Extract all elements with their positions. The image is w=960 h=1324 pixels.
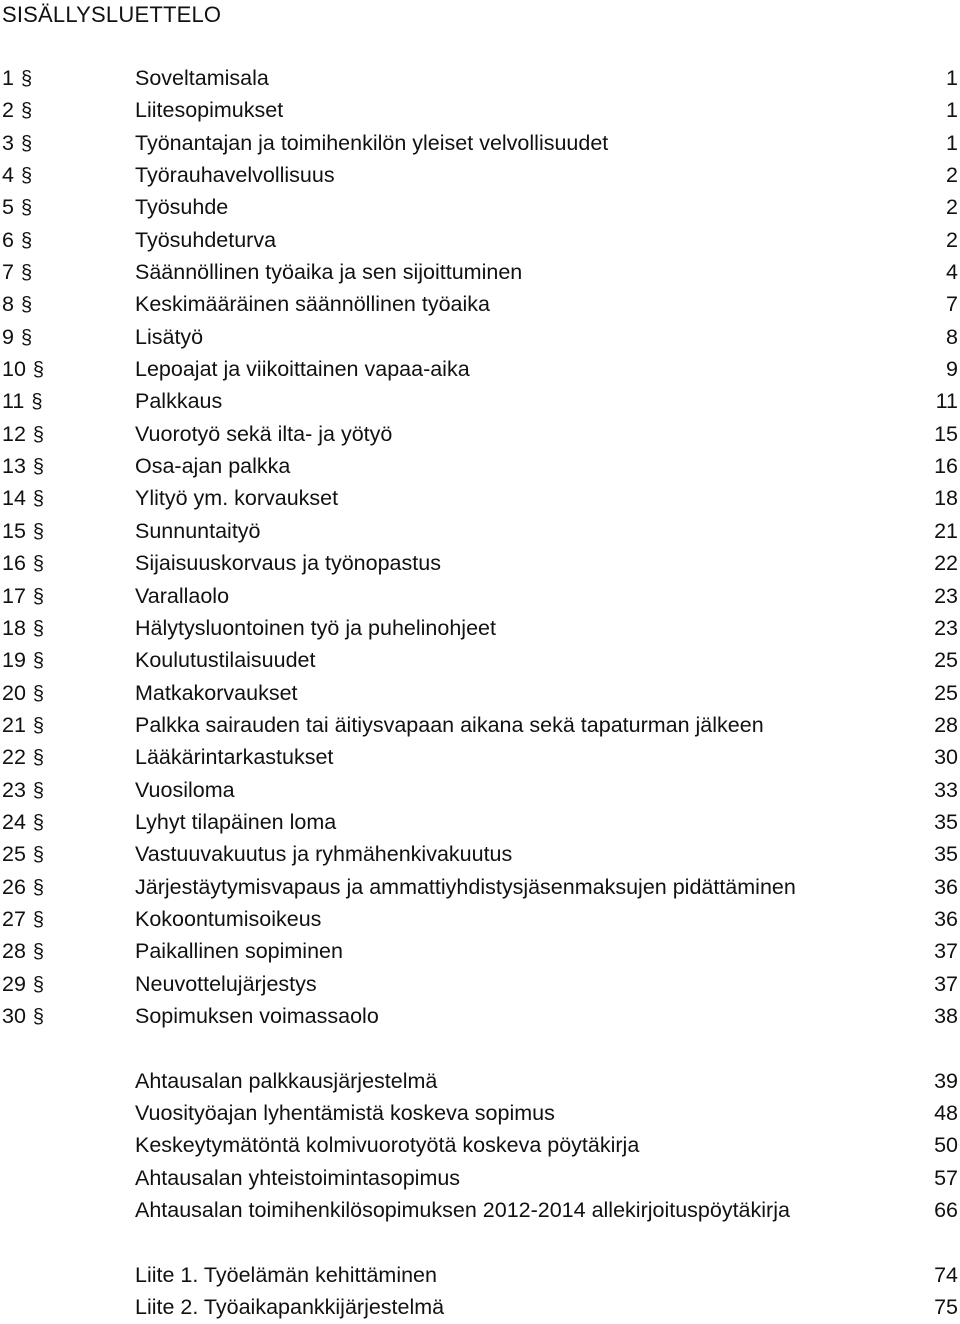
- entry-title: Järjestäytymisvapaus ja ammattiyhdistysjäsenmaksujen pidättäminen: [135, 874, 796, 899]
- page-number: 9: [946, 357, 958, 382]
- entry-title: Vastuuvakuutus ja ryhmähenkivakuutus: [135, 842, 513, 867]
- section-number-value: 28: [2, 939, 26, 964]
- section-number-value: 18: [2, 615, 26, 640]
- entry-title: Liite 1. Työelämän kehittäminen: [135, 1262, 437, 1287]
- section-number: [2, 191, 32, 224]
- section-symbol: §: [20, 132, 33, 155]
- section-number: [2, 806, 44, 839]
- agreements-list: [0, 1065, 960, 1227]
- page-number: 35: [934, 842, 958, 867]
- section-number-value: 25: [2, 842, 26, 867]
- section-number: [2, 903, 44, 936]
- section-symbol: §: [20, 326, 33, 349]
- section-number-value: 10: [2, 357, 26, 382]
- section-symbol: §: [20, 165, 33, 188]
- page-number: 22: [934, 551, 958, 576]
- spacer: [0, 1226, 960, 1258]
- entry-title: Osa-ajan palkka: [135, 454, 291, 479]
- section-symbol: §: [32, 650, 45, 673]
- section-number-value: 11: [2, 389, 25, 414]
- toc-entry: [0, 741, 960, 773]
- entry-title: Neuvottelujärjestys: [135, 971, 317, 996]
- toc-entry: [0, 935, 960, 967]
- page-number: 75: [934, 1295, 958, 1320]
- section-number: [2, 644, 44, 677]
- page-number: 2: [946, 227, 958, 252]
- toc-entry: [0, 1162, 960, 1194]
- page-number: 1: [946, 66, 958, 90]
- entry-title: Työrauhavelvollisuus: [135, 163, 335, 188]
- section-symbol: §: [32, 617, 45, 640]
- section-symbol: §: [32, 973, 45, 996]
- entry-title: Työnantajan ja toimihenkilön yleiset velvollisuudet: [135, 130, 609, 155]
- section-number-value: 14: [2, 486, 26, 511]
- section-number-value: 3: [2, 130, 14, 155]
- toc-entry: [0, 838, 960, 870]
- section-number: [2, 709, 44, 742]
- section-number: [2, 677, 44, 710]
- entry-title: Matkakorvaukset: [135, 680, 298, 705]
- section-number-value: 26: [2, 874, 26, 899]
- toc-entry: [0, 224, 960, 256]
- section-number: [2, 482, 44, 515]
- page-number: 23: [934, 583, 958, 608]
- section-number: [2, 612, 44, 645]
- section-number-value: 17: [2, 583, 26, 608]
- entry-title: Vuosiloma: [135, 777, 235, 802]
- section-symbol: §: [32, 456, 45, 479]
- section-number-value: 16: [2, 551, 26, 576]
- section-symbol: §: [31, 391, 43, 414]
- section-number: [2, 450, 44, 483]
- entry-title: Lepoajat ja viikoittainen vapaa-aika: [135, 357, 470, 382]
- entry-title: Soveltamisala: [135, 66, 269, 90]
- entry-title: Liitesopimukset: [135, 98, 284, 123]
- page-title: SISÄLLYSLUETTELO: [2, 2, 222, 27]
- section-number-value: 15: [2, 518, 26, 543]
- toc-entry: [0, 774, 960, 806]
- toc-entry: [0, 1065, 960, 1097]
- toc-entry: [0, 450, 960, 482]
- entry-title: Lisätyö: [135, 324, 204, 349]
- toc-entry: [0, 1097, 960, 1129]
- toc-entry: [0, 515, 960, 547]
- section-number-value: 12: [2, 421, 26, 446]
- page-number: 8: [946, 324, 958, 349]
- entry-title: Palkka sairauden tai äitiysvapaan aikana sekä tapaturman jälkeen: [135, 712, 764, 737]
- section-symbol: §: [20, 262, 33, 285]
- section-symbol: §: [20, 294, 33, 317]
- toc-entry: [0, 62, 960, 94]
- section-number: [2, 1000, 44, 1033]
- section-number: [2, 515, 44, 548]
- entry-title: Liite 2. Työaikapankkijärjestelmä: [135, 1295, 445, 1320]
- toc-entry: [0, 127, 960, 159]
- section-number-value: 7: [2, 260, 14, 285]
- sections-list: [0, 62, 960, 1032]
- page-number: 4: [946, 260, 958, 285]
- page-number: 30: [934, 745, 958, 770]
- page-number: 15: [934, 421, 958, 446]
- section-symbol: §: [32, 682, 45, 705]
- page-number: 38: [934, 1003, 958, 1028]
- section-number-value: 5: [2, 195, 14, 220]
- toc-entry: [0, 418, 960, 450]
- section-number-value: 30: [2, 1003, 26, 1028]
- entry-title: Sijaisuuskorvaus ja työnopastus: [135, 551, 441, 576]
- section-symbol: §: [32, 520, 45, 543]
- page-number: 2: [946, 163, 958, 188]
- toc-entry: [0, 1000, 960, 1032]
- section-number: [2, 418, 44, 451]
- section-number: [2, 741, 44, 774]
- section-number: [2, 547, 44, 580]
- entry-title: Ahtausalan toimihenkilösopimuksen 2012-2014 allekirjoituspöytäkirja: [135, 1198, 790, 1223]
- page-number: 1: [946, 98, 958, 123]
- entry-title: Kokoontumisoikeus: [135, 906, 322, 931]
- table-of-contents: [0, 62, 960, 1323]
- section-number: [2, 321, 32, 354]
- section-symbol: §: [32, 359, 45, 382]
- section-number: [2, 94, 32, 127]
- section-symbol: §: [32, 553, 45, 576]
- section-number-value: 29: [2, 971, 26, 996]
- section-symbol: §: [32, 779, 45, 802]
- section-number: [2, 62, 32, 95]
- toc-entry: [0, 385, 960, 417]
- entry-title: Hälytysluontoinen työ ja puhelinohjeet: [135, 615, 496, 640]
- section-number-value: 23: [2, 777, 26, 802]
- toc-entry: [0, 482, 960, 514]
- toc-entry: [0, 968, 960, 1000]
- entry-title: Ahtausalan yhteistoimintasopimus: [135, 1165, 461, 1190]
- entry-title: Vuosityöajan lyhentämistä koskeva sopimus: [135, 1101, 555, 1125]
- section-symbol: §: [32, 876, 45, 899]
- toc-entry: [0, 612, 960, 644]
- entry-title: Ylityö ym. korvaukset: [135, 486, 339, 511]
- toc-entry: [0, 644, 960, 676]
- page-number: 7: [946, 292, 958, 317]
- appendices-list: [0, 1259, 960, 1324]
- entry-title: Sunnuntaityö: [135, 518, 261, 543]
- page-number: 25: [934, 648, 958, 673]
- toc-entry: [0, 677, 960, 709]
- section-number: [2, 385, 42, 418]
- page-number: 21: [934, 518, 958, 543]
- spacer: [0, 1032, 960, 1064]
- toc-entry: [0, 1129, 960, 1161]
- toc-entry: [0, 1291, 960, 1323]
- page-number: 74: [934, 1262, 958, 1287]
- toc-entry: [0, 1259, 960, 1291]
- page-number: 36: [934, 874, 958, 899]
- section-number-value: 22: [2, 745, 26, 770]
- section-symbol: §: [20, 68, 33, 90]
- page-number: 25: [934, 680, 958, 705]
- section-number: [2, 353, 44, 386]
- section-number: [2, 256, 32, 289]
- toc-entry: [0, 547, 960, 579]
- entry-title: Ahtausalan palkkausjärjestelmä: [135, 1068, 438, 1093]
- toc-entry: [0, 288, 960, 320]
- section-number-value: 8: [2, 292, 14, 317]
- page-number: 37: [934, 939, 958, 964]
- section-number: [2, 838, 44, 871]
- section-symbol: §: [32, 423, 45, 446]
- entry-title: Työsuhdeturva: [135, 227, 277, 252]
- toc-entry: [0, 256, 960, 288]
- page-number: 50: [934, 1133, 958, 1158]
- section-symbol: §: [32, 747, 45, 770]
- section-symbol: §: [32, 941, 45, 964]
- entry-title: Lääkärintarkastukset: [135, 745, 334, 770]
- section-number: [2, 871, 44, 904]
- toc-entry: [0, 191, 960, 223]
- page-number: 36: [934, 906, 958, 931]
- section-number-value: 24: [2, 809, 26, 834]
- section-number-value: 20: [2, 680, 26, 705]
- page-number: 16: [934, 454, 958, 479]
- page-number: 37: [934, 971, 958, 996]
- entry-title: Lyhyt tilapäinen loma: [135, 809, 337, 834]
- page-number: 2: [946, 195, 958, 220]
- page-number: 57: [934, 1165, 958, 1190]
- section-symbol: §: [32, 714, 45, 737]
- page-number: 11: [935, 389, 958, 414]
- section-number-value: 13: [2, 454, 26, 479]
- section-number-value: 9: [2, 324, 14, 349]
- toc-entry: [0, 94, 960, 126]
- toc-entry: [0, 709, 960, 741]
- page-number: 1: [946, 130, 958, 155]
- entry-title: Sopimuksen voimassaolo: [135, 1003, 379, 1028]
- entry-title: Työsuhde: [135, 195, 229, 220]
- section-number: [2, 288, 32, 321]
- toc-entry: [0, 903, 960, 935]
- entry-title: Koulutustilaisuudet: [135, 648, 316, 673]
- section-number-value: 6: [2, 227, 14, 252]
- section-symbol: §: [32, 1005, 45, 1028]
- section-number-value: 2: [2, 98, 14, 123]
- page-number: 48: [934, 1101, 958, 1125]
- section-number: [2, 224, 32, 257]
- section-symbol: §: [20, 197, 33, 220]
- section-number: [2, 968, 44, 1001]
- section-symbol: §: [32, 585, 45, 608]
- section-number: [2, 935, 44, 968]
- page-number: 66: [934, 1198, 958, 1223]
- section-number-value: 4: [2, 163, 14, 188]
- entry-title: Paikallinen sopiminen: [135, 939, 343, 964]
- page-number: 35: [934, 809, 958, 834]
- section-symbol: §: [20, 100, 33, 123]
- section-symbol: §: [20, 229, 33, 252]
- entry-title: Varallaolo: [135, 583, 230, 608]
- section-number-value: 27: [2, 906, 26, 931]
- section-number-value: 21: [2, 712, 26, 737]
- section-symbol: §: [32, 844, 45, 867]
- section-number: [2, 127, 32, 160]
- page-number: 33: [934, 777, 958, 802]
- section-number-value: 19: [2, 648, 26, 673]
- toc-entry: [0, 806, 960, 838]
- section-number-value: 1: [2, 66, 14, 90]
- toc-entry: [0, 1194, 960, 1226]
- toc-entry: [0, 580, 960, 612]
- toc-entry: [0, 353, 960, 385]
- entry-title: Säännöllinen työaika ja sen sijoittuminen: [135, 260, 523, 285]
- page-number: 39: [934, 1068, 958, 1093]
- page-number: 28: [934, 712, 958, 737]
- toc-entry: [0, 159, 960, 191]
- section-number: [2, 580, 44, 613]
- entry-title: Vuorotyö sekä ilta- ja yötyö: [135, 421, 393, 446]
- section-symbol: §: [32, 908, 45, 931]
- toc-entry: [0, 871, 960, 903]
- page-number: 18: [934, 486, 958, 511]
- section-symbol: §: [32, 811, 45, 834]
- entry-title: Keskeytymätöntä kolmivuorotyötä koskeva pöytäkirja: [135, 1133, 640, 1158]
- page-number: 23: [934, 615, 958, 640]
- entry-title: Keskimääräinen säännöllinen työaika: [135, 292, 490, 317]
- section-number: [2, 774, 44, 807]
- toc-entry: [0, 321, 960, 353]
- entry-title: Palkkaus: [135, 389, 223, 414]
- section-number: [2, 159, 32, 192]
- section-symbol: §: [32, 488, 45, 511]
